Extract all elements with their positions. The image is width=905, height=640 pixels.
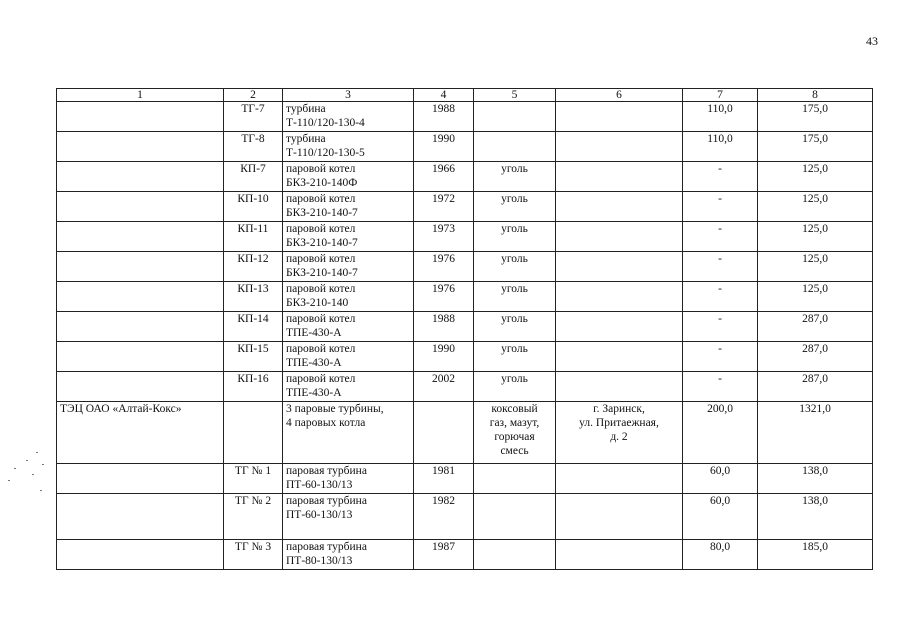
electric-capacity: - <box>683 162 758 192</box>
cell-line: д. 2 <box>610 431 628 443</box>
cell-line: 3 паровые турбины, <box>286 403 384 415</box>
station-name <box>57 282 224 312</box>
cell-line: паровая турбина <box>286 465 367 477</box>
table-row <box>57 494 873 540</box>
station-name <box>57 162 224 192</box>
commission-year: 1976 <box>414 252 474 282</box>
electric-capacity: - <box>683 252 758 282</box>
commission-year: 1987 <box>414 540 474 570</box>
electric-capacity: - <box>683 312 758 342</box>
cell-line: Т-110/120-130-4 <box>286 117 365 129</box>
table-row <box>57 162 873 192</box>
commission-year: 2002 <box>414 372 474 402</box>
equipment-description <box>283 342 414 372</box>
electric-capacity: - <box>683 282 758 312</box>
cell-line: уголь <box>501 163 528 175</box>
equipment-description <box>283 102 414 132</box>
table-row <box>57 372 873 402</box>
cell-line: ПТ-60-130/13 <box>286 509 353 521</box>
cell-line: уголь <box>501 373 528 385</box>
table-row <box>57 402 873 464</box>
station-name <box>57 192 224 222</box>
electric-capacity: - <box>683 342 758 372</box>
electric-capacity: 80,0 <box>683 540 758 570</box>
fuel-type <box>474 402 556 464</box>
commission-year: 1988 <box>414 312 474 342</box>
cell-line: 4 паровых котла <box>286 417 366 429</box>
commission-year <box>414 402 474 464</box>
heat-capacity: 125,0 <box>758 252 873 282</box>
unit-code: КП-12 <box>224 252 283 282</box>
cell-line: ТПЕ-430-А <box>286 387 342 399</box>
cell-line: Т-110/120-130-5 <box>286 147 365 159</box>
cell-line: паровая турбина <box>286 495 367 507</box>
fuel-type <box>474 132 556 162</box>
equipment-description <box>283 252 414 282</box>
table-row <box>57 252 873 282</box>
column-number: 3 <box>283 89 414 102</box>
station-name <box>57 132 224 162</box>
column-number: 7 <box>683 89 758 102</box>
heat-capacity: 287,0 <box>758 342 873 372</box>
address <box>556 464 683 494</box>
unit-code: ТГ-7 <box>224 102 283 132</box>
electric-capacity: 60,0 <box>683 494 758 540</box>
cell-line: турбина <box>286 103 326 115</box>
heat-capacity: 1321,0 <box>758 402 873 464</box>
cell-line: смесь <box>500 445 529 457</box>
unit-code: КП-14 <box>224 312 283 342</box>
heat-capacity: 125,0 <box>758 162 873 192</box>
heat-capacity: 287,0 <box>758 312 873 342</box>
table-row <box>57 540 873 570</box>
column-number: 1 <box>57 89 224 102</box>
table-row <box>57 464 873 494</box>
address <box>556 372 683 402</box>
equipment-description <box>283 222 414 252</box>
fuel-type <box>474 282 556 312</box>
table-row <box>57 282 873 312</box>
cell-line: паровой котел <box>286 253 356 265</box>
cell-line: уголь <box>501 223 528 235</box>
station-name <box>57 464 224 494</box>
electric-capacity: 110,0 <box>683 132 758 162</box>
equipment-description <box>283 282 414 312</box>
cell-line: уголь <box>501 283 528 295</box>
cell-line: паровой котел <box>286 163 356 175</box>
address <box>556 312 683 342</box>
page-number: 43 <box>866 34 878 48</box>
commission-year: 1973 <box>414 222 474 252</box>
address <box>556 282 683 312</box>
fuel-type <box>474 464 556 494</box>
address <box>556 162 683 192</box>
cell-line: паровой котел <box>286 343 356 355</box>
column-number: 8 <box>758 89 873 102</box>
address <box>556 494 683 540</box>
cell-line: БКЗ-210-140 <box>286 297 349 309</box>
heat-capacity: 185,0 <box>758 540 873 570</box>
unit-code <box>224 402 283 464</box>
commission-year: 1981 <box>414 464 474 494</box>
address <box>556 342 683 372</box>
cell-line: уголь <box>501 343 528 355</box>
heat-capacity: 138,0 <box>758 464 873 494</box>
equipment-description <box>283 540 414 570</box>
table-row <box>57 132 873 162</box>
cell-line: паровой котел <box>286 223 356 235</box>
fuel-type <box>474 342 556 372</box>
electric-capacity: - <box>683 372 758 402</box>
heat-capacity: 287,0 <box>758 372 873 402</box>
fuel-type <box>474 102 556 132</box>
address <box>556 402 683 464</box>
electric-capacity: 110,0 <box>683 102 758 132</box>
column-number: 5 <box>474 89 556 102</box>
table-row <box>57 312 873 342</box>
cell-line: ул. Притаежная, <box>579 417 659 429</box>
cell-line: коксовый <box>491 403 538 415</box>
unit-code: ТГ № 2 <box>224 494 283 540</box>
cell-line: уголь <box>501 313 528 325</box>
fuel-type <box>474 162 556 192</box>
heat-capacity: 125,0 <box>758 222 873 252</box>
equipment-description <box>283 464 414 494</box>
station-name <box>57 222 224 252</box>
station-name <box>57 312 224 342</box>
cell-line: БКЗ-210-140-7 <box>286 237 358 249</box>
commission-year: 1982 <box>414 494 474 540</box>
cell-line: ТПЕ-430-А <box>286 357 342 369</box>
station-name <box>57 252 224 282</box>
commission-year: 1988 <box>414 102 474 132</box>
fuel-type <box>474 312 556 342</box>
heat-capacity: 138,0 <box>758 494 873 540</box>
station-name <box>57 102 224 132</box>
table-row <box>57 102 873 132</box>
equipment-description <box>283 132 414 162</box>
electric-capacity: - <box>683 222 758 252</box>
address <box>556 102 683 132</box>
cell-line: паровая турбина <box>286 541 367 553</box>
electric-capacity: 60,0 <box>683 464 758 494</box>
commission-year: 1976 <box>414 282 474 312</box>
commission-year: 1966 <box>414 162 474 192</box>
table-row <box>57 192 873 222</box>
cell-line: ПТ-60-130/13 <box>286 479 353 491</box>
heat-capacity: 175,0 <box>758 102 873 132</box>
station-name: ТЭЦ ОАО «Алтай-Кокс» <box>57 402 224 464</box>
equipment-description <box>283 312 414 342</box>
unit-code: КП-7 <box>224 162 283 192</box>
equipment-description <box>283 494 414 540</box>
unit-code: КП-16 <box>224 372 283 402</box>
cell-line: ПТ-80-130/13 <box>286 555 353 567</box>
table-row <box>57 222 873 252</box>
scan-specks <box>6 450 50 500</box>
cell-line: уголь <box>501 193 528 205</box>
heat-capacity: 125,0 <box>758 192 873 222</box>
unit-code: КП-15 <box>224 342 283 372</box>
fuel-type <box>474 372 556 402</box>
address <box>556 192 683 222</box>
station-name <box>57 540 224 570</box>
unit-code: ТГ № 1 <box>224 464 283 494</box>
cell-line: паровой котел <box>286 373 356 385</box>
station-name <box>57 342 224 372</box>
cell-line: паровой котел <box>286 313 356 325</box>
fuel-type <box>474 222 556 252</box>
column-number: 4 <box>414 89 474 102</box>
cell-line: газ, мазут, <box>489 417 540 429</box>
cell-line: БКЗ-210-140-7 <box>286 207 358 219</box>
unit-code: ТГ-8 <box>224 132 283 162</box>
cell-line: горючая <box>494 431 535 443</box>
column-number: 2 <box>224 89 283 102</box>
cell-line: г. Заринск, <box>593 403 645 415</box>
cell-line: БКЗ-210-140-7 <box>286 267 358 279</box>
unit-code: КП-13 <box>224 282 283 312</box>
address <box>556 222 683 252</box>
commission-year: 1990 <box>414 342 474 372</box>
cell-line: паровой котел <box>286 283 356 295</box>
address <box>556 132 683 162</box>
electric-capacity: - <box>683 192 758 222</box>
equipment-description <box>283 402 414 464</box>
cell-line: паровой котел <box>286 193 356 205</box>
cell-line: ТПЕ-430-А <box>286 327 342 339</box>
address <box>556 540 683 570</box>
equipment-description <box>283 192 414 222</box>
address <box>556 252 683 282</box>
commission-year: 1990 <box>414 132 474 162</box>
station-name <box>57 494 224 540</box>
station-name <box>57 372 224 402</box>
unit-code: КП-10 <box>224 192 283 222</box>
equipment-description <box>283 372 414 402</box>
unit-code: ТГ № 3 <box>224 540 283 570</box>
unit-code: КП-11 <box>224 222 283 252</box>
fuel-type <box>474 192 556 222</box>
fuel-type <box>474 252 556 282</box>
fuel-type <box>474 540 556 570</box>
cell-line: БКЗ-210-140Ф <box>286 177 358 189</box>
heat-capacity: 125,0 <box>758 282 873 312</box>
commission-year: 1972 <box>414 192 474 222</box>
equipment-description <box>283 162 414 192</box>
equipment-table <box>56 88 873 570</box>
column-number: 6 <box>556 89 683 102</box>
table-row <box>57 342 873 372</box>
fuel-type <box>474 494 556 540</box>
cell-line: уголь <box>501 253 528 265</box>
column-number-row <box>57 89 873 102</box>
electric-capacity: 200,0 <box>683 402 758 464</box>
cell-line: турбина <box>286 133 326 145</box>
heat-capacity: 175,0 <box>758 132 873 162</box>
